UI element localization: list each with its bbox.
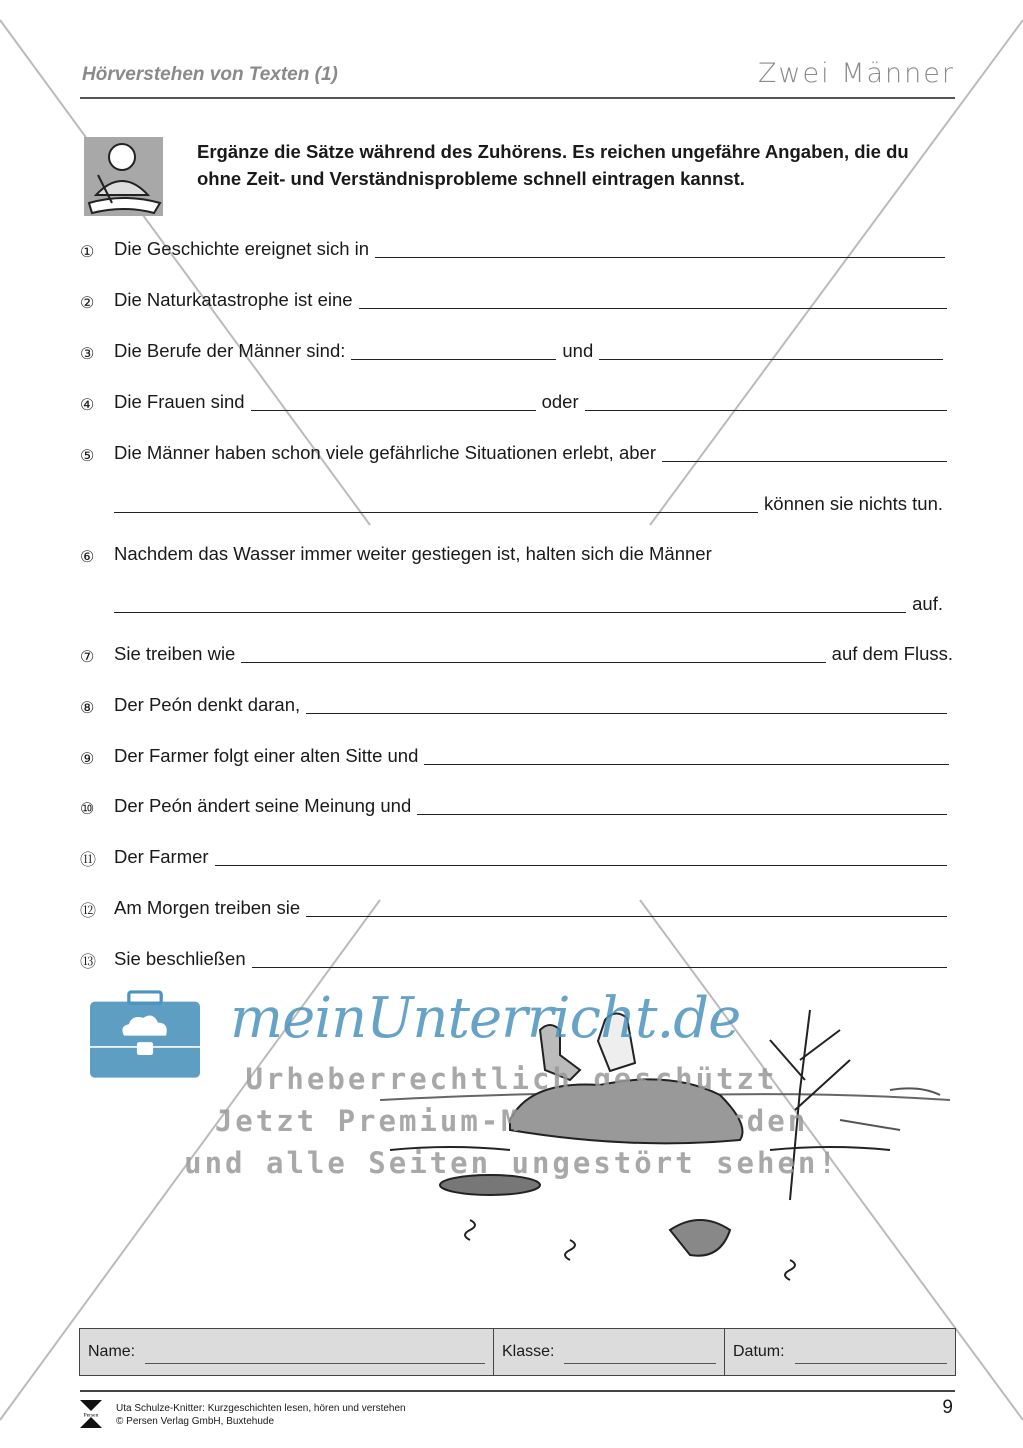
item-text: Nachdem das Wasser immer weiter gestiegen ist, halten sich die Männer — [114, 543, 712, 564]
item-number: ⑦ — [80, 649, 95, 666]
footer-copyright: © Persen Verlag GmbH, Buxtehude — [116, 1416, 275, 1427]
student-info-form — [79, 1328, 956, 1376]
item-4 — [80, 387, 953, 415]
answer-blank[interactable] — [251, 410, 536, 411]
footer-credits — [116, 1402, 406, 1428]
class-field — [494, 1329, 725, 1375]
item-text: Am Morgen treiben sie — [114, 897, 301, 918]
answer-blank[interactable] — [375, 257, 945, 258]
item-number: ⑨ — [80, 751, 95, 768]
item-number: ③ — [80, 346, 95, 363]
footer-book: Uta Schulze-Knitter: Kurzgeschichten lesen, hören und verstehen — [116, 1403, 406, 1414]
item-text: Die Frauen sind — [114, 391, 245, 412]
name-label: Name: — [88, 1343, 136, 1360]
item-12 — [80, 893, 953, 921]
item-number: ⑥ — [80, 549, 95, 566]
item-9 — [80, 741, 953, 769]
item-10 — [80, 791, 953, 819]
worksheet-title: Zwei Männer — [757, 58, 955, 89]
page-number: 9 — [942, 1397, 953, 1418]
answer-blank[interactable] — [215, 865, 947, 866]
item-6 — [80, 539, 953, 567]
item-2 — [80, 285, 953, 313]
item-1 — [80, 234, 953, 262]
item-number: ⑫ — [80, 903, 97, 920]
name-input[interactable] — [145, 1363, 485, 1364]
item-number: ⑤ — [80, 448, 95, 465]
item-7 — [80, 639, 953, 667]
answer-blank[interactable] — [241, 662, 825, 663]
item-text: Die Geschichte ereignet sich in — [114, 238, 370, 259]
item-text: auf dem Fluss. — [831, 643, 953, 664]
writing-student-icon — [84, 137, 163, 216]
header-divider — [80, 97, 955, 99]
item-text: oder — [541, 391, 579, 412]
item-text: Der Peón ändert seine Meinung und — [114, 795, 412, 816]
item-number: ④ — [80, 397, 95, 414]
item-text: Sie treiben wie — [114, 643, 236, 664]
date-input[interactable] — [795, 1363, 947, 1364]
item-number: ① — [80, 244, 95, 261]
class-label: Klasse: — [502, 1343, 555, 1360]
answer-blank[interactable] — [417, 814, 947, 815]
answer-blank[interactable] — [114, 512, 758, 513]
answer-blank[interactable] — [114, 612, 906, 613]
item-11 — [80, 842, 953, 870]
item-number: ⑬ — [80, 954, 97, 971]
answer-blank[interactable] — [306, 713, 947, 714]
watermark-premium: Jetzt Premium-Mitglied werden — [214, 1104, 809, 1138]
watermark-logo: meinUnterricht.de — [230, 986, 741, 1051]
worksheet-section-title: Hörverstehen von Texten (1) — [82, 64, 338, 85]
item-text: Der Farmer folgt einer alten Sitte und — [114, 745, 419, 766]
svg-text:Persen: Persen — [83, 1412, 99, 1419]
item-text: Die Berufe der Männer sind: — [114, 340, 346, 361]
item-13 — [80, 944, 953, 972]
watermark-copyright: Urheberrechtlich geschützt — [245, 1062, 778, 1096]
answer-blank[interactable] — [351, 359, 556, 360]
item-3 — [80, 336, 953, 364]
footer-divider — [80, 1390, 955, 1392]
item-text: Der Peón denkt daran, — [114, 694, 301, 715]
date-label: Datum: — [733, 1343, 785, 1360]
item-text: können sie nichts tun. — [764, 493, 943, 514]
publisher-logo — [80, 1400, 102, 1428]
item-number: ⑧ — [80, 700, 95, 717]
answer-blank[interactable] — [252, 967, 947, 968]
item-5-cont — [114, 489, 953, 517]
answer-blank[interactable] — [424, 764, 949, 765]
item-5 — [80, 438, 953, 466]
date-field — [725, 1329, 955, 1375]
answer-blank[interactable] — [306, 916, 947, 917]
class-input[interactable] — [564, 1363, 716, 1364]
item-text: Der Farmer — [114, 846, 209, 867]
item-number: ⑪ — [80, 852, 97, 869]
answer-blank[interactable] — [359, 308, 947, 309]
item-8 — [80, 690, 953, 718]
item-number: ② — [80, 295, 95, 312]
item-number: ⑩ — [80, 801, 95, 818]
answer-blank[interactable] — [662, 461, 947, 462]
item-6-cont — [114, 589, 953, 617]
item-text: Sie beschließen — [114, 948, 246, 969]
watermark-unlock: und alle Seiten ungestört sehen! — [184, 1146, 839, 1180]
answer-blank[interactable] — [599, 359, 943, 360]
item-text: Die Männer haben schon viele gefährliche Situationen erlebt, aber — [114, 442, 656, 463]
task-instruction: Ergänze die Sätze während des Zuhörens. Es reichen ungefähre Angaben, die du ohne Zeit- und Verständnisprobleme schnell eintragen kannst. — [197, 141, 909, 189]
name-field — [80, 1329, 494, 1375]
answer-blank[interactable] — [585, 410, 947, 411]
item-text: Die Naturkatastrophe ist eine — [114, 289, 353, 310]
item-text: und — [562, 340, 594, 361]
item-text: auf. — [912, 593, 943, 614]
